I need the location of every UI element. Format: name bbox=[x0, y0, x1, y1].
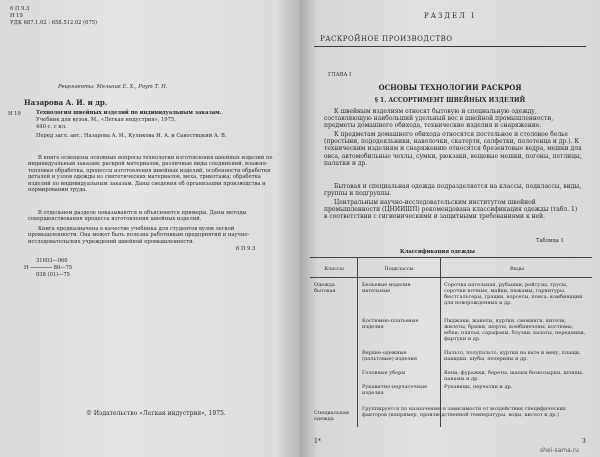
book-edition: Учебник для вузов. М., «Легкая индустрия», 1975. bbox=[36, 117, 176, 123]
body-paragraph-2: К предметам домашнего обихода относятся постельное и столовое белье (простыни, пододеяльники, наволочки, скатерти, салфетки, полотенца и др.). К техническим изделиям и снаряжению относятся брезентовые ведра, мешки для овса, автомобильные чехлы, сумки, рюкзаки, вещевые мешки, погоны, петлицы, палатки и др. bbox=[324, 131, 582, 167]
table-special-note: Группируется по назначению в зависимости от воздействия специфических факторов (например, производственной температуры, воды, кислот и др.) bbox=[362, 406, 566, 418]
table-kind-4: Кепи, фуражки, береты, шапки безкозырки, шляпы, панамы и др. bbox=[444, 370, 584, 382]
code-right: 6 П 9.3 bbox=[236, 246, 256, 252]
table-subclass-2: Костюмно-платьевые изделия bbox=[362, 318, 419, 330]
body-paragraph-4: Центральным научно-исследовательским институтом швейной промышленности (ЦНИИШП) рекомендована классификация одежды (табл. 1) в соответствии с гигиеническими и защитными требованиями к ней. bbox=[324, 199, 578, 221]
table-header-class: Классы bbox=[324, 266, 344, 272]
index-line-2: Н ─────── 80—75 bbox=[24, 265, 73, 271]
audience: Книга предназначена в качестве учебника для студентов вузов легкой промышленности. Она может быть полезна работникам предприятий и научно-исследовательских учреждений швейной промышленности. bbox=[28, 226, 250, 245]
table-label: Таблица 1 bbox=[536, 238, 564, 244]
reviewers: Рецензенты: Мельник Е. Х., Роут Т. Н. bbox=[58, 84, 168, 90]
body-paragraph-3: Бытовая и специальная одежда подразделяется на классы, подклассы, виды, группы и подгруппы. bbox=[324, 183, 582, 198]
footer-mark: 1* bbox=[314, 438, 321, 445]
section-title: РАСКРОЙНОЕ ПРОИЗВОДСТВО bbox=[320, 35, 453, 43]
table-header-subclass: Подклассы bbox=[384, 266, 414, 272]
section-rule bbox=[314, 46, 586, 47]
book-pages: 440 с. с ил. bbox=[36, 124, 67, 130]
index-line-1: 31603—060 bbox=[36, 258, 68, 264]
udc-code: УДК 687.1.02 : 658.512.02 (075) bbox=[10, 20, 98, 26]
table-header-kind: Виды bbox=[509, 266, 525, 272]
table-class-special: Специальная одежда bbox=[314, 410, 350, 422]
table-kind-5: Рукавицы, перчатки и др. bbox=[444, 384, 513, 390]
credits: Перед загл. авт.: Назарова А. И., Куликова И. А. и Савостицкий А. В. bbox=[36, 133, 227, 139]
table-col-rule-1 bbox=[357, 257, 358, 427]
chapter-title: ОСНОВЫ ТЕХНОЛОГИИ РАСКРОЯ bbox=[378, 83, 522, 92]
right-page bbox=[300, 0, 600, 457]
table-title: Классификация одежды bbox=[400, 249, 475, 255]
table-subclass-3: Верхне-одежные (пальтовые) изделия bbox=[362, 350, 417, 362]
code-h19: Н 19 bbox=[8, 111, 21, 117]
watermark: shei-sama.ru bbox=[540, 447, 579, 454]
index-line-3: 038 (01)—75 bbox=[36, 272, 70, 278]
page-number: 3 bbox=[582, 438, 586, 445]
paragraph-title: § 1. АССОРТИМЕНТ ШВЕЙНЫХ ИЗДЕЛИЙ bbox=[374, 97, 526, 104]
code-line-1: 6 П 9.3 bbox=[10, 6, 30, 12]
chapter-label: ГЛАВА I bbox=[328, 72, 352, 78]
table-subclass-1: Бельевые изделия нательные bbox=[362, 282, 411, 294]
table-class-household: Одежда бытовая bbox=[314, 282, 336, 294]
table-header-rule bbox=[310, 277, 592, 278]
table-subclass-5: Рукавично-перчаточные изделия bbox=[362, 384, 428, 396]
abstract-2: В отдельном разделе показываются и объясняются примеры. Даны методы совершенствования процесса изготовления швейных изделий. bbox=[28, 210, 247, 223]
authors: Назарова А. И. и др. bbox=[24, 98, 108, 107]
book-title: Технология швейных изделий по индивидуальным заказам. bbox=[36, 110, 222, 116]
code-line-2: Н 19 bbox=[10, 13, 23, 19]
body-paragraph-1: К швейным изделиям относят бытовую и специальную одежду, составляющую наибольший удельный вес в швейной промышленности, предметы домашнего обихода, технические изделия и снаряжение. bbox=[324, 108, 554, 130]
section-heading: РАЗДЕЛ I bbox=[423, 12, 476, 20]
table-col-rule-2 bbox=[440, 257, 441, 427]
table-kind-2: Пиджаки, жакеты, куртки, смокинги, кители, жилеты, брюки, шорты, комбинезоны, костюмы, юбки, платья, сарафаны, блузки, халаты, передники, фартуки и др. bbox=[444, 318, 586, 342]
table-top-rule bbox=[310, 257, 592, 258]
copyright: © Издательство «Легкая индустрия», 1975. bbox=[86, 410, 226, 417]
table-subclass-4: Головные уборы bbox=[362, 370, 406, 376]
table-kind-1: Сорочка нательная, рубашки, рейтузы, трусы, сорочки ночные, майки, пижамы, гарнитуры, бюстгальтеры, грации, корсеты, пояса, комбинации для новорожденных и др. bbox=[444, 282, 583, 306]
table-kind-3: Пальто, полупальто, куртки на вате и меху, плащи, накидки, шубы, пелерины и др. bbox=[444, 350, 581, 362]
abstract: В книге освещены основные вопросы технологии изготовления швейных изделий по индивидуальным заказам: раскрой материалов, различные виды соединений, влажно-тепловая обработка, процессы изготовления швейных изделий, особенности обработки деталей и узлов одежды из синтетических материалов, меха, трикотажа; обработка изделий по индивидуальным заказам. Даны сведения об организации производства и нормировании труда. bbox=[28, 155, 273, 194]
